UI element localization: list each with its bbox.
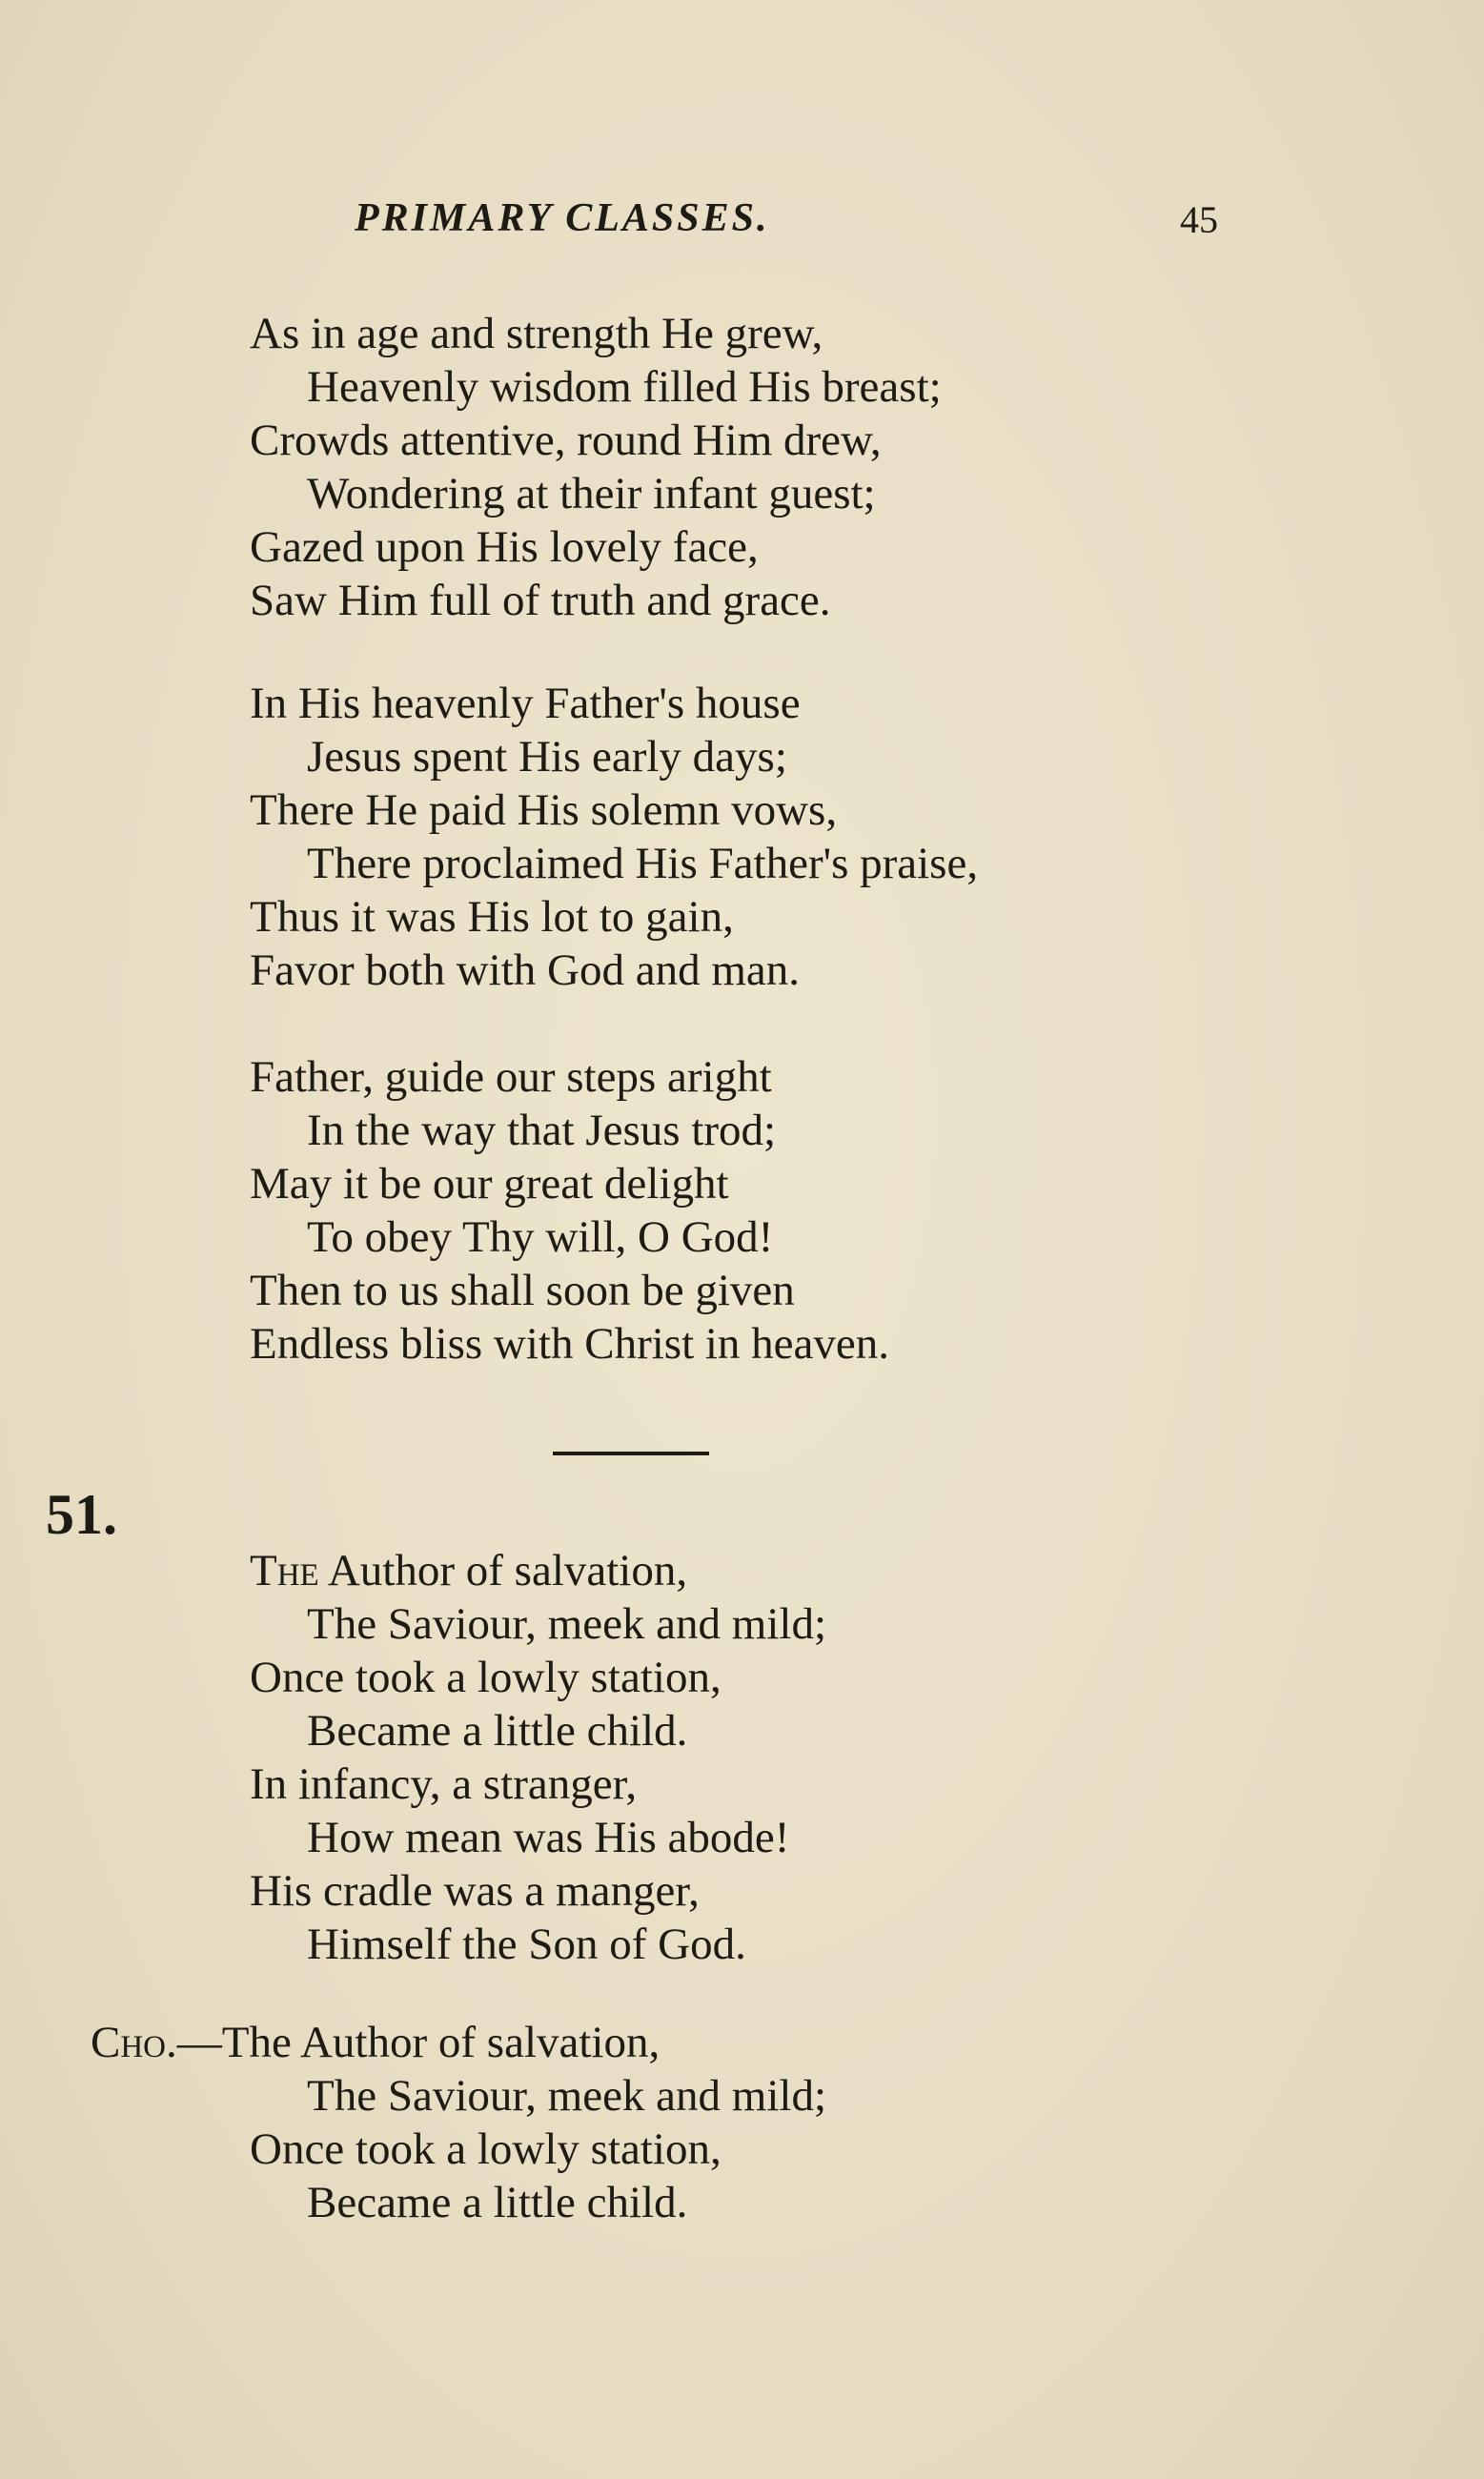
verse-line: Crowds attentive, round Him drew, [250, 416, 882, 465]
verse-line: In infancy, a stranger, [250, 1759, 638, 1809]
verse-line: His cradle was a manger, [250, 1866, 700, 1916]
verse-line: Once took a lowly station, [250, 1653, 722, 1702]
verse-line: May it be our great delight [250, 1159, 729, 1209]
verse-line: The Saviour, meek and mild; [307, 1599, 827, 1649]
stanza-2 [250, 677, 978, 997]
chorus-line: Became a little child. [307, 2178, 688, 2227]
chorus-first-line: —The Author of salvation, [176, 2018, 661, 2067]
running-title: PRIMARY CLASSES. [355, 196, 770, 240]
verse-line: Father, guide our steps aright [250, 1052, 772, 1102]
verse-line: How mean was His abode! [307, 1813, 790, 1862]
running-head [0, 195, 1484, 253]
chorus-label: Cho. [91, 2018, 177, 2067]
verse-line: Wondering at their infant guest; [307, 469, 876, 518]
verse-line: Himself the Son of God. [307, 1920, 746, 1969]
first-line-rest: Author of salvation, [318, 1546, 688, 1595]
chorus-line: Once took a lowly station, [250, 2124, 722, 2174]
chorus-line [91, 2016, 826, 2069]
section-divider [553, 1452, 709, 1455]
hymn-number: 51. [46, 1483, 117, 1546]
verse-line: In His heavenly Father's house [250, 679, 801, 728]
verse-line: Jesus spent His early days; [307, 732, 787, 782]
verse-line: There He paid His solemn vows, [250, 785, 838, 835]
verse-line [250, 1544, 826, 1597]
verse-line: Then to us shall soon be given [250, 1266, 795, 1315]
verse-line: There proclaimed His Father's praise, [307, 839, 979, 888]
verse-line: In the way that Jesus trod; [307, 1106, 777, 1155]
stanza-3 [250, 1050, 889, 1371]
first-word: The [250, 1546, 319, 1595]
chorus [91, 2016, 826, 2229]
verse-line: To obey Thy will, O God! [307, 1212, 774, 1262]
verse-line: Gazed upon His lovely face, [250, 522, 759, 572]
verse-line: Saw Him full of truth and grace. [250, 576, 831, 625]
verse-line: Became a little child. [307, 1706, 688, 1756]
stanza-1 [250, 307, 942, 627]
page-number: 45 [1180, 198, 1218, 241]
verse-line: Favor both with God and man. [250, 945, 800, 995]
verse-line: As in age and strength He grew, [250, 309, 823, 358]
chorus-line: The Saviour, meek and mild; [307, 2071, 827, 2121]
verse-line: Heavenly wisdom filled His breast; [307, 362, 942, 412]
verse-line: Endless bliss with Christ in heaven. [250, 1319, 890, 1369]
verse-line: Thus it was His lot to gain, [250, 892, 734, 942]
hymn-verse [250, 1544, 826, 1971]
